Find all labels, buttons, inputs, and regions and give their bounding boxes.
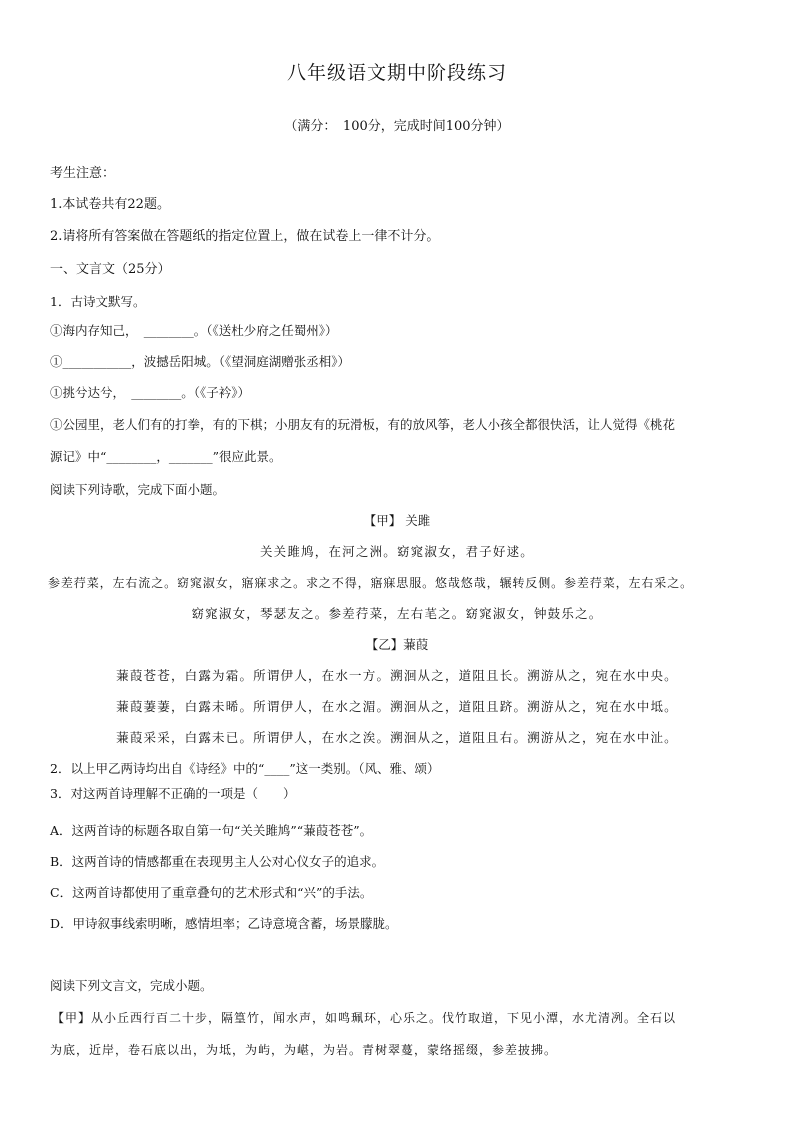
question-1: 1．古诗文默写。 xyxy=(50,294,146,309)
poem-a-line-2: 参差荇菜，左右流之。窈窕淑女，寤寐求之。求之不得，寤寐思服。悠哉悠哉，辗转反侧。参差荇菜，左右采之。 xyxy=(48,576,694,590)
prose-a-line-2: 为底，近岸，卷石底以出，为坻，为屿，为嵁，为岩。青树翠蔓，蒙络摇缀，参差披拂。 xyxy=(50,1043,558,1057)
notice-item-1: 1.本试卷共有22题。 xyxy=(50,197,170,212)
q3-option-c: C．这两首诗都使用了重章叠句的艺术形式和“兴”的手法。 xyxy=(50,885,373,900)
poem-b-line-3: 蒹葭采采，白露未已。所谓伊人，在水之涘。溯洄从之，道阻且右。溯游从之，宛在水中沚。 xyxy=(116,730,678,745)
read-poems-instruction: 阅读下列诗歌，完成下面小题。 xyxy=(50,482,226,497)
prose-a-line-1: 【甲】从小丘西行百二十步，隔篁竹，闻水声，如鸣珮环，心乐之。伐竹取道，下见小潭，水尤清冽。全石以 xyxy=(52,1011,677,1025)
q1-line-3: ①挑兮达兮， ________。（《子衿》） xyxy=(50,385,251,400)
section-heading: 一、文言文（25分） xyxy=(50,262,171,277)
notice-heading: 考生注意： xyxy=(50,166,116,181)
poem-b-title: 【乙】蒹葭 xyxy=(365,637,429,652)
q1-line-5: 源记》中“________，_______”很应此景。 xyxy=(50,449,282,464)
q3-option-b: B．这两首诗的情感都重在表现男主人公对心仪女子的追求。 xyxy=(50,854,385,869)
notice-item-2: 2.请将所有答案做在答题纸的指定位置上，做在试卷上一律不计分。 xyxy=(50,229,440,244)
q1-line-4: ①公园里，老人们有的打拳，有的下棋；小朋友有的玩滑板，有的放风筝，老人小孩全都很快活，让人觉得《桃花 xyxy=(50,417,676,432)
q3-option-a: A．这两首诗的标题各取自第一句“关关雎鸠”“蒹葭苍苍”。 xyxy=(50,823,373,838)
page-title: 八年级语文期中阶段练习 xyxy=(286,62,507,84)
poem-a-line-3: 窈窕淑女，琴瑟友之。参差荇菜，左右芼之。窈窕淑女，钟鼓乐之。 xyxy=(191,606,603,621)
q3-option-d: D．甲诗叙事线索明晰，感情坦率；乙诗意境含蓄，场景朦胧。 xyxy=(50,916,398,931)
poem-b-line-2: 蒹葭萋萋，白露未晞。所谓伊人，在水之湄。溯洄从之，道阻且跻。溯游从之，宛在水中坻。 xyxy=(116,699,678,714)
poem-a-title: 【甲】 关雎 xyxy=(363,513,431,528)
poem-b-line-1: 蒹葭苍苍，白露为霜。所谓伊人，在水一方。溯洄从之，道阻且长。溯游从之，宛在水中央。 xyxy=(116,668,678,683)
read-prose-instruction: 阅读下列文言文，完成小题。 xyxy=(50,978,213,993)
page-subtitle: （满分： 100分，完成时间100分钟） xyxy=(284,119,510,134)
question-2: 2．以上甲乙两诗均出自《诗经》中的“____”这一类别。（风、雅、颂） xyxy=(50,761,440,776)
q1-line-2: ①___________，波撼岳阳城。（《望洞庭湖赠张丞相》） xyxy=(50,354,351,369)
q1-line-1: ①海内存知己， ________。（《送杜少府之任蜀州》） xyxy=(50,323,338,338)
poem-a-line-1: 关关雎鸠，在河之洲。窈窕淑女，君子好逑。 xyxy=(259,544,534,559)
question-3: 3．对这两首诗理解不正确的一项是（ ） xyxy=(50,786,296,801)
